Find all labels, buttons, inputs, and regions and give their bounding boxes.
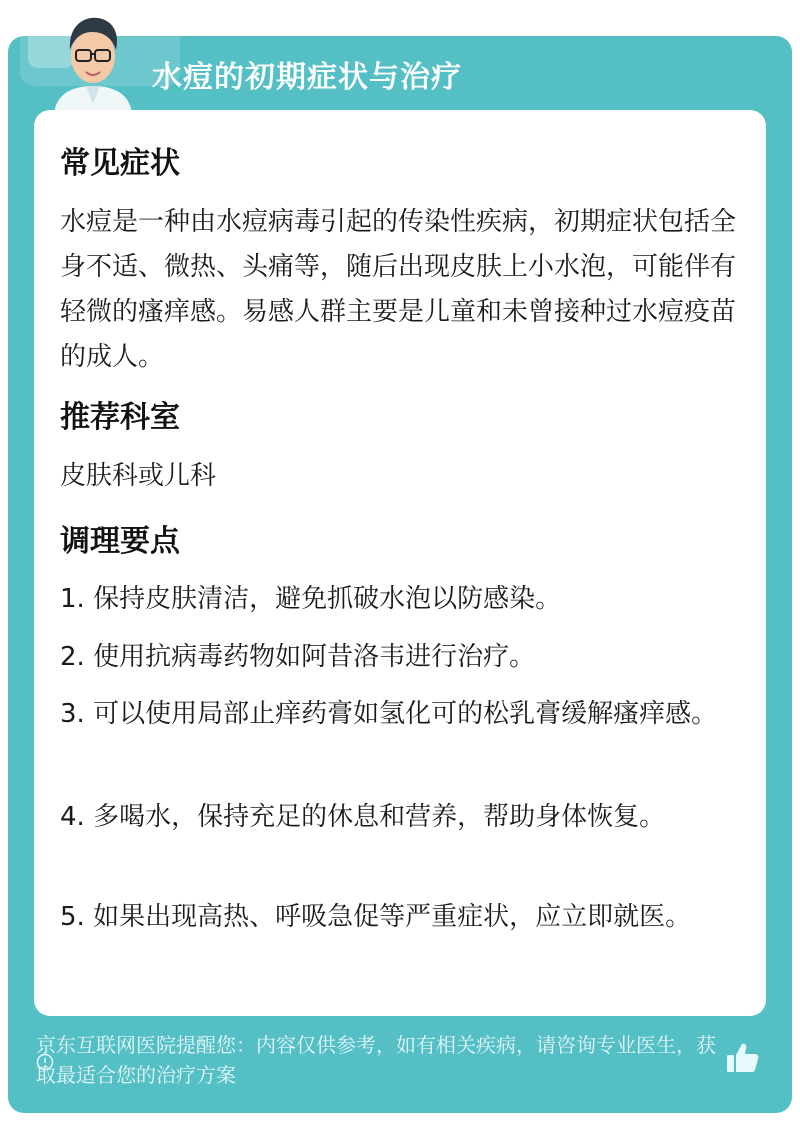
care-item-4: 4. 多喝水，保持充足的休息和营养，帮助身体恢复。 [60, 802, 666, 832]
symptoms-text: 水痘是一种由水痘病毒引起的传染性疾病，初期症状包括全身不适、微热、头痛等，随后出现皮肤上小水泡，可能伴有轻微的瘙痒感。易感人群主要是儿童和未曾接种过水痘疫苗的成人。 [60, 207, 737, 372]
care-item-3: 3. 可以使用局部止痒药膏如氢化可的松乳膏缓解瘙痒感。 [60, 699, 718, 729]
content-panel [34, 110, 766, 1016]
department-heading: 推荐科室 [60, 400, 180, 435]
care-item-5: 5. 如果出现高热、呼吸急促等严重症状，应立即就医。 [60, 902, 692, 932]
care-heading: 调理要点 [60, 524, 180, 559]
symptoms-heading: 常见症状 [60, 146, 180, 181]
page-title: 水痘的初期症状与治疗 [152, 60, 462, 95]
care-item-1: 1. 保持皮肤清洁，避免抓破水泡以防感染。 [60, 584, 562, 614]
disclaimer-text: 京东互联网医院提醒您：内容仅供参考，如有相关疾病，请咨询专业医生，获取最适合您的治疗方案 [36, 1033, 716, 1087]
department-text: 皮肤科或儿科 [60, 461, 217, 491]
doctor-avatar-icon [48, 8, 138, 114]
thumbs-up-icon[interactable] [724, 1040, 760, 1076]
care-item-2: 2. 使用抗病毒药物如阿昔洛韦进行治疗。 [60, 642, 536, 672]
